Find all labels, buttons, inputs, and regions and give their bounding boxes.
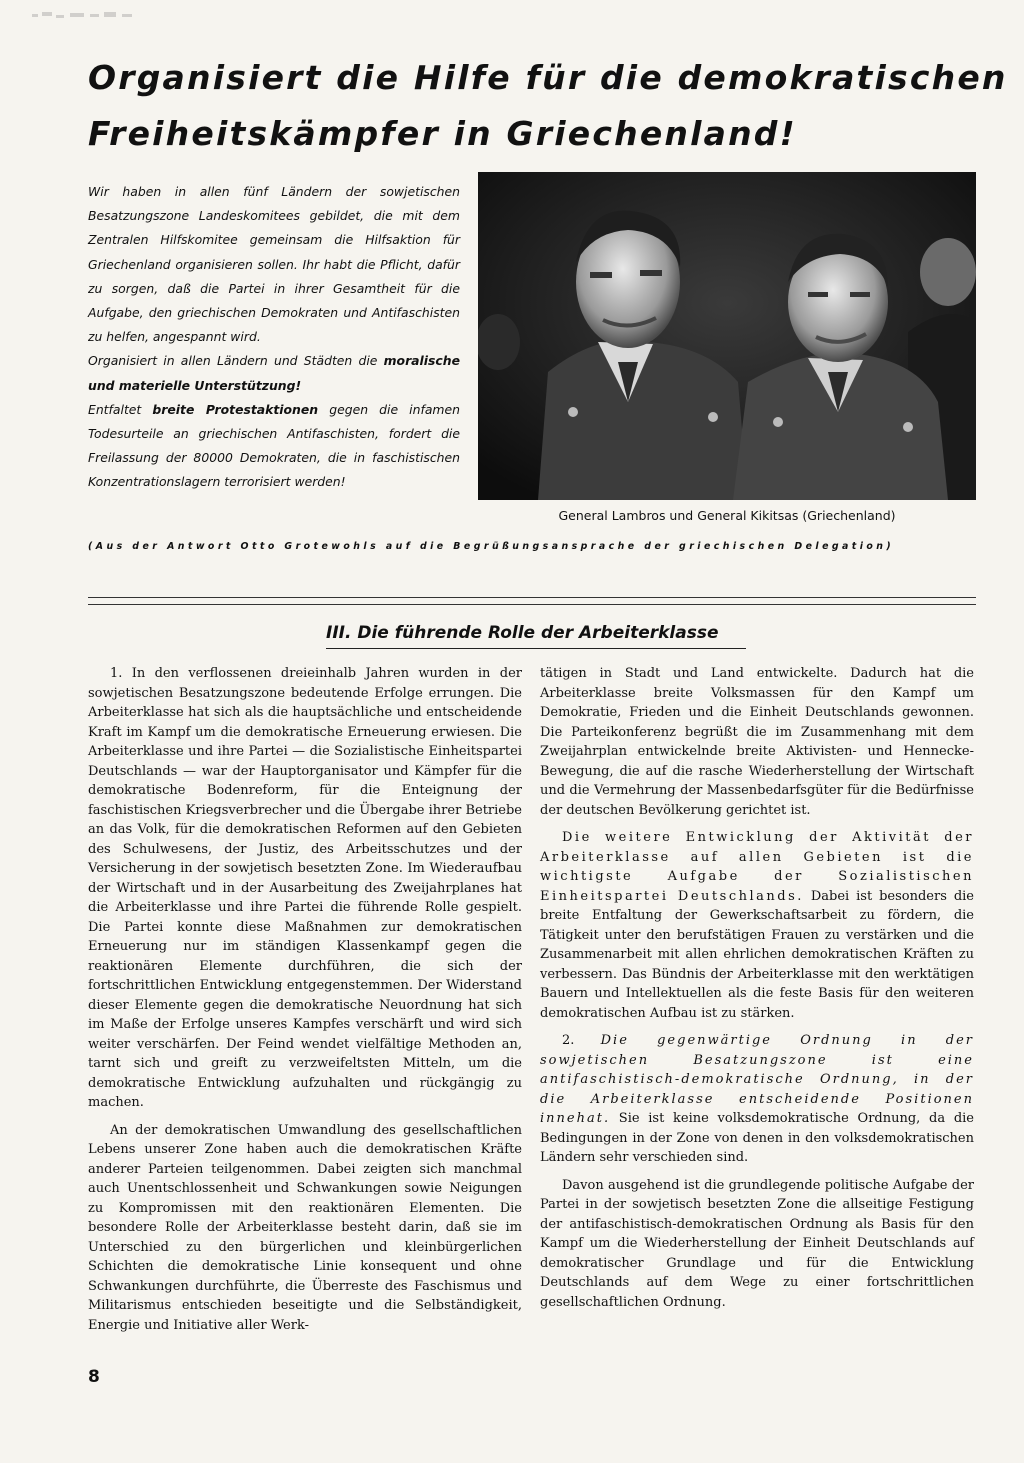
right-paragraph-3-rest: Sie ist keine volksdemokratische Ordnung, da die Bedingungen in der Zone von denen in den volksdemokratischen Ländern sehr verschieden sind. bbox=[540, 1111, 974, 1165]
appeal-text bbox=[88, 180, 460, 495]
section-divider-top bbox=[88, 597, 976, 598]
page-number: 8 bbox=[88, 1367, 100, 1387]
right-paragraph-2-spaced: Die weitere Entwicklung der Aktivität der Arbeiterklasse auf allen Gebieten ist die wichtigste Aufgabe der Sozialistischen Einheitspartei Deutschlands. bbox=[540, 830, 974, 904]
right-paragraph-3-italic: Die gegenwärtige Ordnung in der sowjetischen Besatzungszone ist eine antifaschistisch-demokratische Ordnung, in der die Arbeiterklasse entscheidende Positionen innehat. bbox=[540, 1033, 975, 1126]
right-paragraph-3-number: 2. bbox=[562, 1033, 575, 1048]
headline-line-2: Freiheitskämpfer in Griechenland! bbox=[88, 114, 797, 153]
appeal-paragraph-3-emphasis: breite Protestaktionen bbox=[152, 401, 319, 417]
headline bbox=[88, 50, 1008, 162]
appeal-paragraph-2-lead: Organisiert in allen Ländern und Städten die bbox=[88, 353, 378, 369]
right-paragraph-4: Davon ausgehend ist die grundlegende politische Aufgabe der Partei in der sowjetisch besetzten Zone die allseitige Festigung der antifaschistisch-demokratischen Ordnung als Basis für den Kampf um die Wiederherstellung der Einheit Deutschlands auf demokratischer Grundlage und für die Entwicklung Deutschlands auf dem Wege zu einer fortschrittlichen gesellschaftlichen Ordnung. bbox=[540, 1177, 974, 1310]
appeal-paragraph-3-rest: gegen die infamen Todesurteile an griechischen Antifaschisten, fordert die Freilassung der 80000 Demokraten, die in faschistischen Konzentrationslagern terrorisiert werden! bbox=[88, 401, 460, 490]
section-divider-bottom bbox=[88, 604, 976, 605]
photo-caption: General Lambros und General Kikitsas (Griechenland) bbox=[558, 508, 896, 523]
print-speckle bbox=[30, 8, 140, 26]
appeal-paragraph-2-emphasis: moralische und materielle Unterstützung! bbox=[88, 353, 460, 393]
appeal-paragraph-1: Wir haben in allen fünf Ländern der sowjetischen Besatzungszone Landeskomitees gebildet, die mit dem Zentralen Hilfskomitee gemeinsam die Hilfsaktion für Griechenland organisieren sollen. Ihr habt die Pflicht, dafür zu sorgen, daß die Partei in ihrer Gesamtheit für die Aufgabe, den griechischen Demokraten und Antifaschisten zu helfen, angespannt wird. bbox=[88, 184, 460, 345]
section-title: III. Die führende Rolle der Arbeiterklasse bbox=[326, 623, 806, 649]
right-paragraph-3 bbox=[540, 1031, 974, 1168]
right-paragraph-2 bbox=[540, 828, 974, 1023]
left-column bbox=[88, 664, 522, 1335]
right-column bbox=[540, 664, 974, 1312]
right-paragraph-1: tätigen in Stadt und Land entwickelte. Dadurch hat die Arbeiterklasse breite Volksmassen für den Kampf um Demokratie, Frieden und die Einheit Deutschlands gewonnen. Die Parteikonferenz begrüßt die im Zusammenhang mit dem Zweijahrplan entwickelnde breite Aktivisten- und Hennecke-Bewegung, die auf die rasche Wiederherstellung der Wirtschaft und die Vermehrung der Massenbedarfsgüter für die Bedürfnisse der deutschen Bevölkerung gerichtet ist. bbox=[540, 666, 974, 818]
left-paragraph-1: 1. In den verflossenen dreieinhalb Jahren wurden in der sowjetischen Besatzungszone bedeutende Erfolge errungen. Die Arbeiterklasse hat sich als die hauptsächliche und entscheidende Kraft im Kampf um die demokratische Erneuerung erwiesen. Die Arbeiterklasse und ihre Partei — die Sozialistische Einheitspartei Deutschlands — war der Hauptorganisator und Kämpfer für die demokratische Bodenreform, für die Enteignung der faschistischen Kriegsverbrecher und die Übergabe ihrer Betriebe an das Volk, für die demokratischen Reformen auf den Gebieten des Schulwesens, der Justiz, des Arbeitsschutzes und der Versicherung in der sowjetisch besetzten Zone. Im Wiederaufbau der Wirtschaft und in der Ausarbeitung des Zweijahrplanes hat die Arbeiterklasse und ihre Partei die führende Rolle gespielt. Die Partei konnte diese Maßnahmen zur demokratischen Erneuerung nur im ständigen Klassenkampf gegen die reaktionären Elemente durchführen, die sich der fortschrittlichen Entwicklung entgegenstemmen. Der Widerstand dieser Elemente gegen die demokratische Neuordnung hat sich im Maße der Erfolge unseres Kampfes verschärft und wird sich weiter verschärfen. Der Feind wendet vielfältige Methoden an, tarnt sich und greift zu verzweifeltsten Mitteln, um die demokratische Entwicklung aufzuhalten und rückgängig zu machen. bbox=[88, 666, 522, 1110]
generals-photo bbox=[478, 172, 976, 500]
headline-line-1: Organisiert die Hilfe für die demokratischen bbox=[88, 58, 1008, 97]
source-note: (Aus der Antwort Otto Grotewohls auf die Begrüßungsansprache der griechischen Delegation) bbox=[88, 541, 895, 552]
generals-photo-illustration bbox=[478, 172, 976, 500]
left-paragraph-2: An der demokratischen Umwandlung des gesellschaftlichen Lebens unserer Zone haben auch die demokratischen Kräfte anderer Parteien teilgenommen. Dabei zeigten sich manchmal auch Unentschlossenheit und Schwankungen sowie Neigungen zu Kompromissen mit den reaktionären Elementen. Die besondere Rolle der Arbeiterklasse besteht darin, daß sie im Unterschied zu den bürgerlichen und kleinbürgerlichen Schichten die demokratische Linie konsequent und ohne Schwankungen durchführte, die Überreste des Faschismus und Militarismus entschieden beseitigte und die Selbständigkeit, Energie und Initiative aller Werk- bbox=[88, 1122, 522, 1333]
appeal-paragraph-3-lead: Entfaltet bbox=[88, 401, 142, 417]
right-paragraph-2-rest: Dabei ist besonders die breite Entfaltung der Gewerkschaftsarbeit zu fördern, die Tätigkeit unter den berufstätigen Frauen zu verstärken und die Zusammenarbeit mit allen ehrlichen demokratischen Kräften zu verbessern. Das Bündnis der Arbeiterklasse mit den werktätigen Bauern und Intellektuellen als die feste Basis für den weiteren demokratischen Aufbau ist zu stärken. bbox=[540, 888, 974, 1021]
